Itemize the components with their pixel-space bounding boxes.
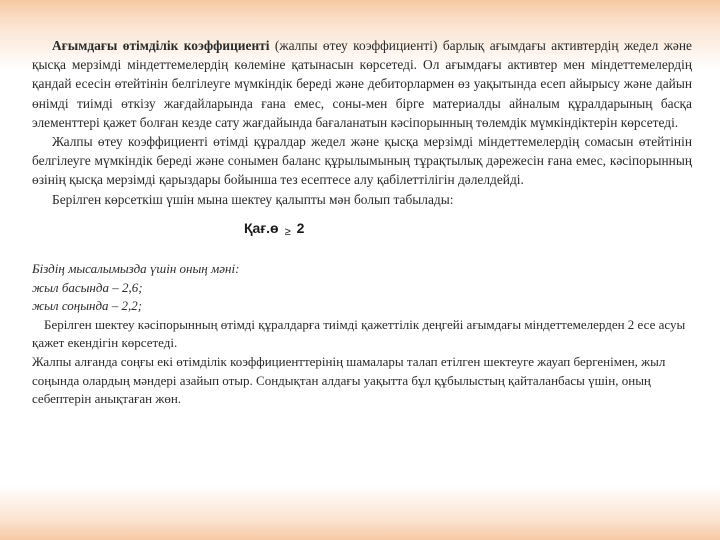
paragraph-general-coverage: Жалпы өтеу коэффициенті өтімді құралдар жедел және қысқа мерзімді міндеттемелердің сомасын өтейтінін белгілеуге мүмкіндік береді және сонымен баланс құрылымының тұрақтылық дәрежесін ғана емес, кәсіпорынның өзінің қысқа мерзімді қарыздары бойынша тез есептесе алу қабілеттілігін дәлелдейді. (32, 134, 692, 188)
formula (244, 219, 692, 242)
conclusion-paragraph-1: Берілген шектеу кәсіпорынның өтімді құралдарға тиімді қажеттілік деңгейі ағымдағы міндеттемелерден 2 есе асуы қажет екендігін көрсетеді. (32, 316, 686, 351)
paragraph-norm-intro: Берілген көрсеткіш үшін мына шектеу қалыпты мән болып табылады: (52, 191, 454, 207)
example-intro: Біздің мысалымызда үшін оның мәні: (32, 261, 240, 277)
example-year-end: жыл соңында – 2,2; (32, 298, 143, 314)
formula-operator: ≥ (284, 225, 291, 238)
formula-rhs: 2 (296, 219, 305, 236)
term-current-liquidity-ratio: Ағымдағы өтімділік коэффициенті (52, 38, 270, 53)
paragraph-1-body: (жалпы өтеу коэффициенті) барлық ағымдағы активтердің жедел және қысқа мерзімді міндеттемелердің көлеміне қатынасын көрсетеді. Ол ағымдағы активтер мен міндеттемелердің қандай есесін өтейтінін белгілеуге мүмкіндік береді және дебиторлармен өз уақытында есеп айырысу және дайын өнімді тиімді өткізу жағдайларында ғана емес, соны-мен бірге материалды айналым құралдарының басқа элементтері қажет болған кезде сату жағдайында бағаланатын кәсіпорынның төлемдік мүмкіндіктерін көрсетеді. (32, 38, 692, 130)
conclusion-paragraph-2: Жалпы алғанда соңғы екі өтімділік коэффициенттерінің шамалары талап етілген шектеуге жауап бергенімен, жыл соңында олардың мәндері азайып отыр. Сондықтан алдағы уақытта бұл құбылыстың қайталанбасы үшін, оның себептерін анықтаған жөн. (32, 354, 666, 407)
paragraph-current-liquidity (32, 36, 692, 132)
example-year-start: жыл басында – 2,6; (32, 279, 143, 295)
example-block (32, 260, 692, 409)
footer-gradient (0, 485, 720, 540)
formula-lhs: Қағ.ө (244, 219, 279, 236)
slide-content (32, 36, 692, 409)
